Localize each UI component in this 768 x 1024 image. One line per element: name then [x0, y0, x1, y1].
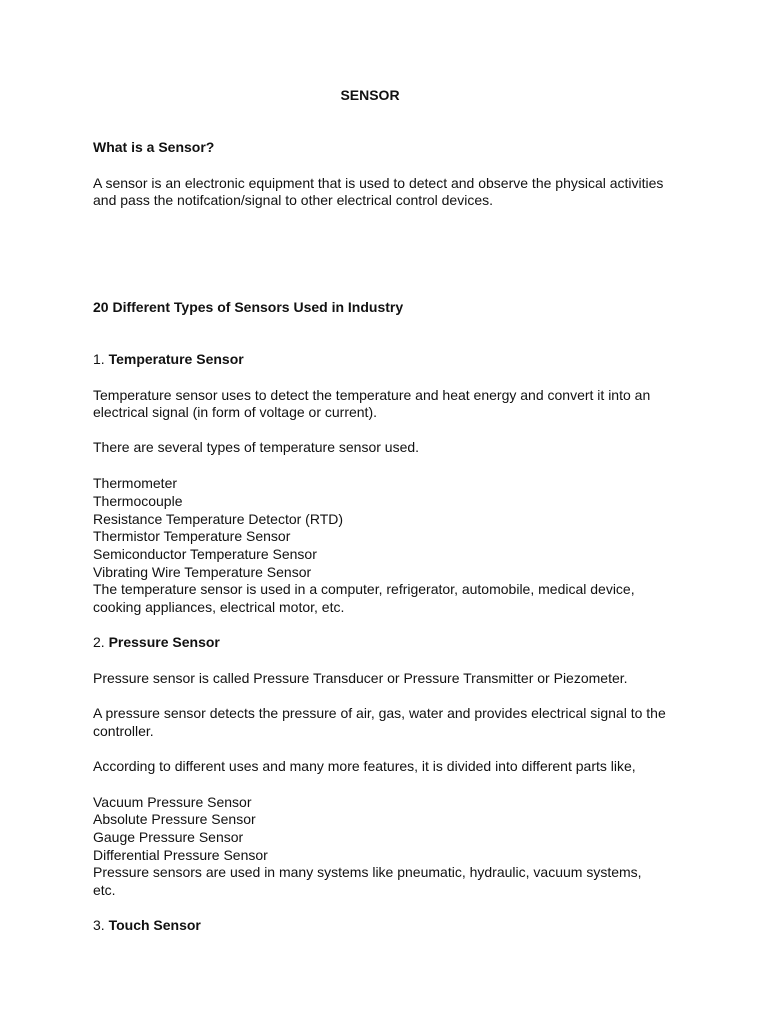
section-title: Temperature Sensor [108, 351, 244, 367]
list-item: Semiconductor Temperature Sensor [93, 546, 317, 562]
list-item: Vacuum Pressure Sensor [93, 794, 252, 810]
document-title: SENSOR [340, 87, 400, 103]
pressure-detects-line-2: controller. [93, 723, 154, 739]
list-item: Thermistor Temperature Sensor [93, 528, 291, 544]
section-title: Touch Sensor [108, 917, 201, 933]
section-title: Pressure Sensor [108, 634, 220, 650]
list-item: Vibrating Wire Temperature Sensor [93, 564, 312, 580]
pressure-usage-line-1: Pressure sensors are used in many systems like pneumatic, hydraulic, vacuum systems, [93, 864, 642, 880]
section-heading-temperature [93, 351, 244, 369]
list-item: Resistance Temperature Detector (RTD) [93, 511, 344, 527]
temperature-desc-line-1: Temperature sensor uses to detect the temperature and heat energy and convert it into an [93, 387, 651, 403]
types-heading: 20 Different Types of Sensors Used in Industry [93, 299, 404, 315]
intro-paragraph-line-1: A sensor is an electronic equipment that is used to detect and observe the physical activities [93, 175, 664, 191]
list-item: Gauge Pressure Sensor [93, 829, 244, 845]
list-item: Absolute Pressure Sensor [93, 811, 256, 827]
list-item: Thermometer [93, 475, 178, 491]
list-item: Thermocouple [93, 493, 183, 509]
list-item: Differential Pressure Sensor [93, 847, 268, 863]
pressure-divided: According to different uses and many more features, it is divided into different parts like, [93, 758, 636, 774]
pressure-called: Pressure sensor is called Pressure Transducer or Pressure Transmitter or Piezometer. [93, 670, 628, 686]
temperature-types-intro: There are several types of temperature sensor used. [93, 439, 420, 455]
section-number: 1. [93, 351, 105, 367]
temperature-usage-line-1: The temperature sensor is used in a computer, refrigerator, automobile, medical device, [93, 581, 635, 597]
temperature-desc-line-2: electrical signal (in form of voltage or current). [93, 404, 377, 420]
temperature-usage-line-2: cooking appliances, electrical motor, etc. [93, 599, 345, 615]
pressure-usage-line-2: etc. [93, 882, 116, 898]
intro-heading: What is a Sensor? [93, 139, 215, 155]
section-heading-touch [93, 917, 201, 935]
section-number: 3. [93, 917, 105, 933]
intro-paragraph-line-2: and pass the notifcation/signal to other electrical control devices. [93, 192, 494, 208]
section-number: 2. [93, 634, 105, 650]
section-heading-pressure [93, 634, 220, 652]
pressure-detects-line-1: A pressure sensor detects the pressure of air, gas, water and provides electrical signal to the [93, 705, 666, 721]
